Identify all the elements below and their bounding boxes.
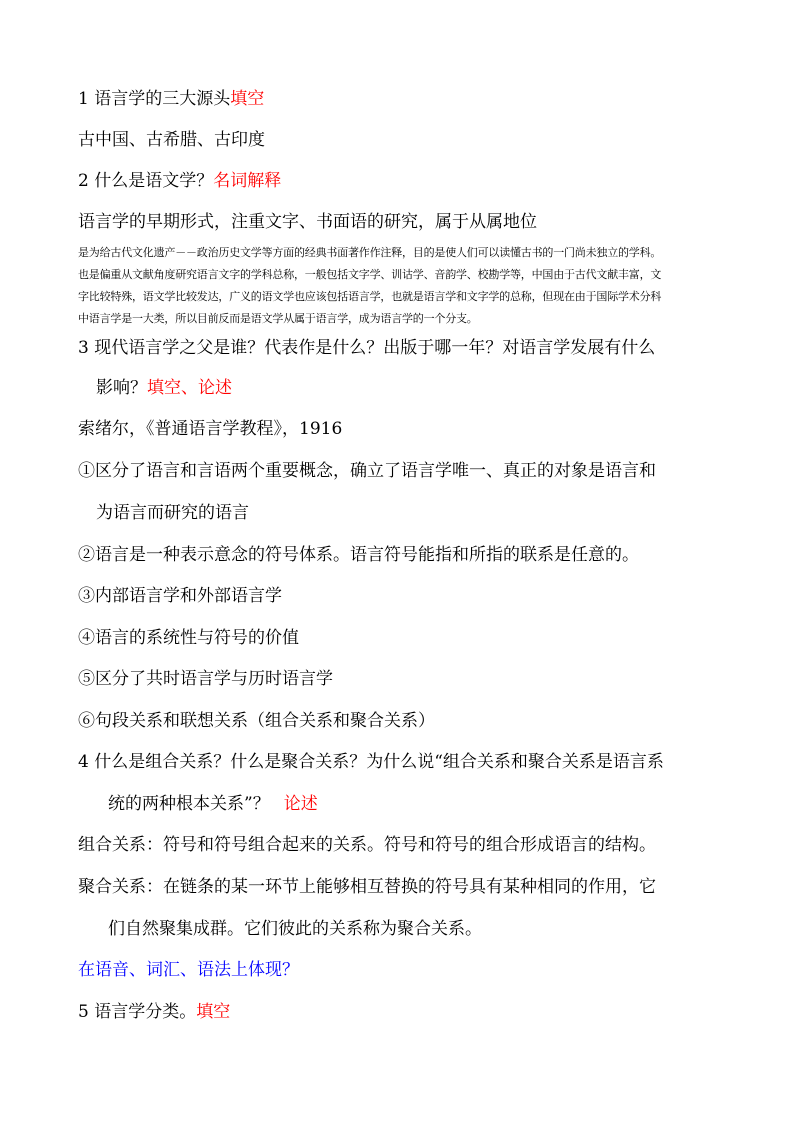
answer-3-item-1: ①区分了语言和言语两个重要概念，确立了语言学唯一、真正的对象是语言和 (78, 461, 656, 481)
answer-1: 古中国、古希腊、古印度 (78, 130, 265, 150)
question-type-tag: 填空 (230, 89, 265, 109)
question-5 (78, 1001, 230, 1023)
question-text: 2 什么是语文学？ (78, 171, 214, 191)
question-1 (78, 88, 264, 110)
note-question: 在语音、词汇、语法上体现？ (78, 960, 299, 980)
answer-3-item-3: ③内部语言学和外部语言学 (78, 586, 282, 606)
answer-4-aggregation: 聚合关系：在链条的某一环节上能够相互替换的符号具有某种相同的作用，它 (78, 877, 656, 897)
question-4-line-1: 4 什么是组合关系？什么是聚合关系？为什么说“组合关系和聚合关系是语言系 (78, 752, 664, 772)
detail-line: 字比较特殊，语文学比较发达，广义的语文学也应该包括语言学，也就是语言学和文字学的总称，但现在由于国际学术分科 (78, 290, 662, 303)
detail-line: 中语言学是一大类，所以目前反而是语文学从属于语言学，成为语言学的一个分支。 (78, 312, 478, 325)
question-text: 5 语言学分类。 (78, 1002, 197, 1022)
question-type-tag: 填空、论述 (147, 378, 232, 398)
question-type-tag: 填空 (196, 1002, 231, 1022)
question-text: 1 语言学的三大源头 (78, 89, 231, 109)
question-3-line-2 (96, 377, 232, 399)
answer-4-combination: 组合关系：符号和符号组合起来的关系。符号和符号的组合形成语言的结构。 (78, 835, 656, 855)
answer-2: 语言学的早期形式，注重文字、书面语的研究，属于从属地位 (78, 212, 537, 232)
question-3-line-1: 3 现代语言学之父是谁？代表作是什么？出版于哪一年？对语言学发展有什么 (78, 338, 656, 358)
answer-3-item-5: ⑤区分了共时语言学与历时语言学 (78, 669, 333, 689)
detail-line: 也是偏重从文献角度研究语言文字的学科总称，一般包括文字学、训诂学、音韵学、校勘学等，中国由于古代文献丰富，文 (78, 268, 662, 281)
answer-2-detail (78, 242, 726, 330)
answer-4-aggregation-cont: 们自然聚集成群。它们彼此的关系称为聚合关系。 (108, 919, 482, 939)
detail-line: 是为给古代文化遗产－－政治历史文学等方面的经典书面著作作注释，目的是使人们可以读懂古书的一门尚未独立的学科。 (78, 246, 662, 259)
question-4-line-2 (108, 793, 318, 815)
answer-3-item-6: ⑥句段关系和联想关系（组合关系和聚合关系） (78, 711, 435, 731)
answer-3-intro: 索绪尔，《普通语言学教程》，1916 (78, 419, 343, 439)
question-2 (78, 170, 281, 192)
question-type-tag: 名词解释 (213, 171, 282, 191)
question-text: 影响？ (96, 378, 147, 398)
answer-3-item-2: ②语言是一种表示意念的符号体系。语言符号能指和所指的联系是任意的。 (78, 545, 639, 565)
answer-3-item-1-cont: 为语言而研究的语言 (96, 503, 249, 523)
question-type-tag: 论述 (283, 794, 318, 814)
question-text: 统的两种根本关系”？ (108, 794, 270, 814)
answer-3-item-4: ④语言的系统性与符号的价值 (78, 628, 299, 648)
